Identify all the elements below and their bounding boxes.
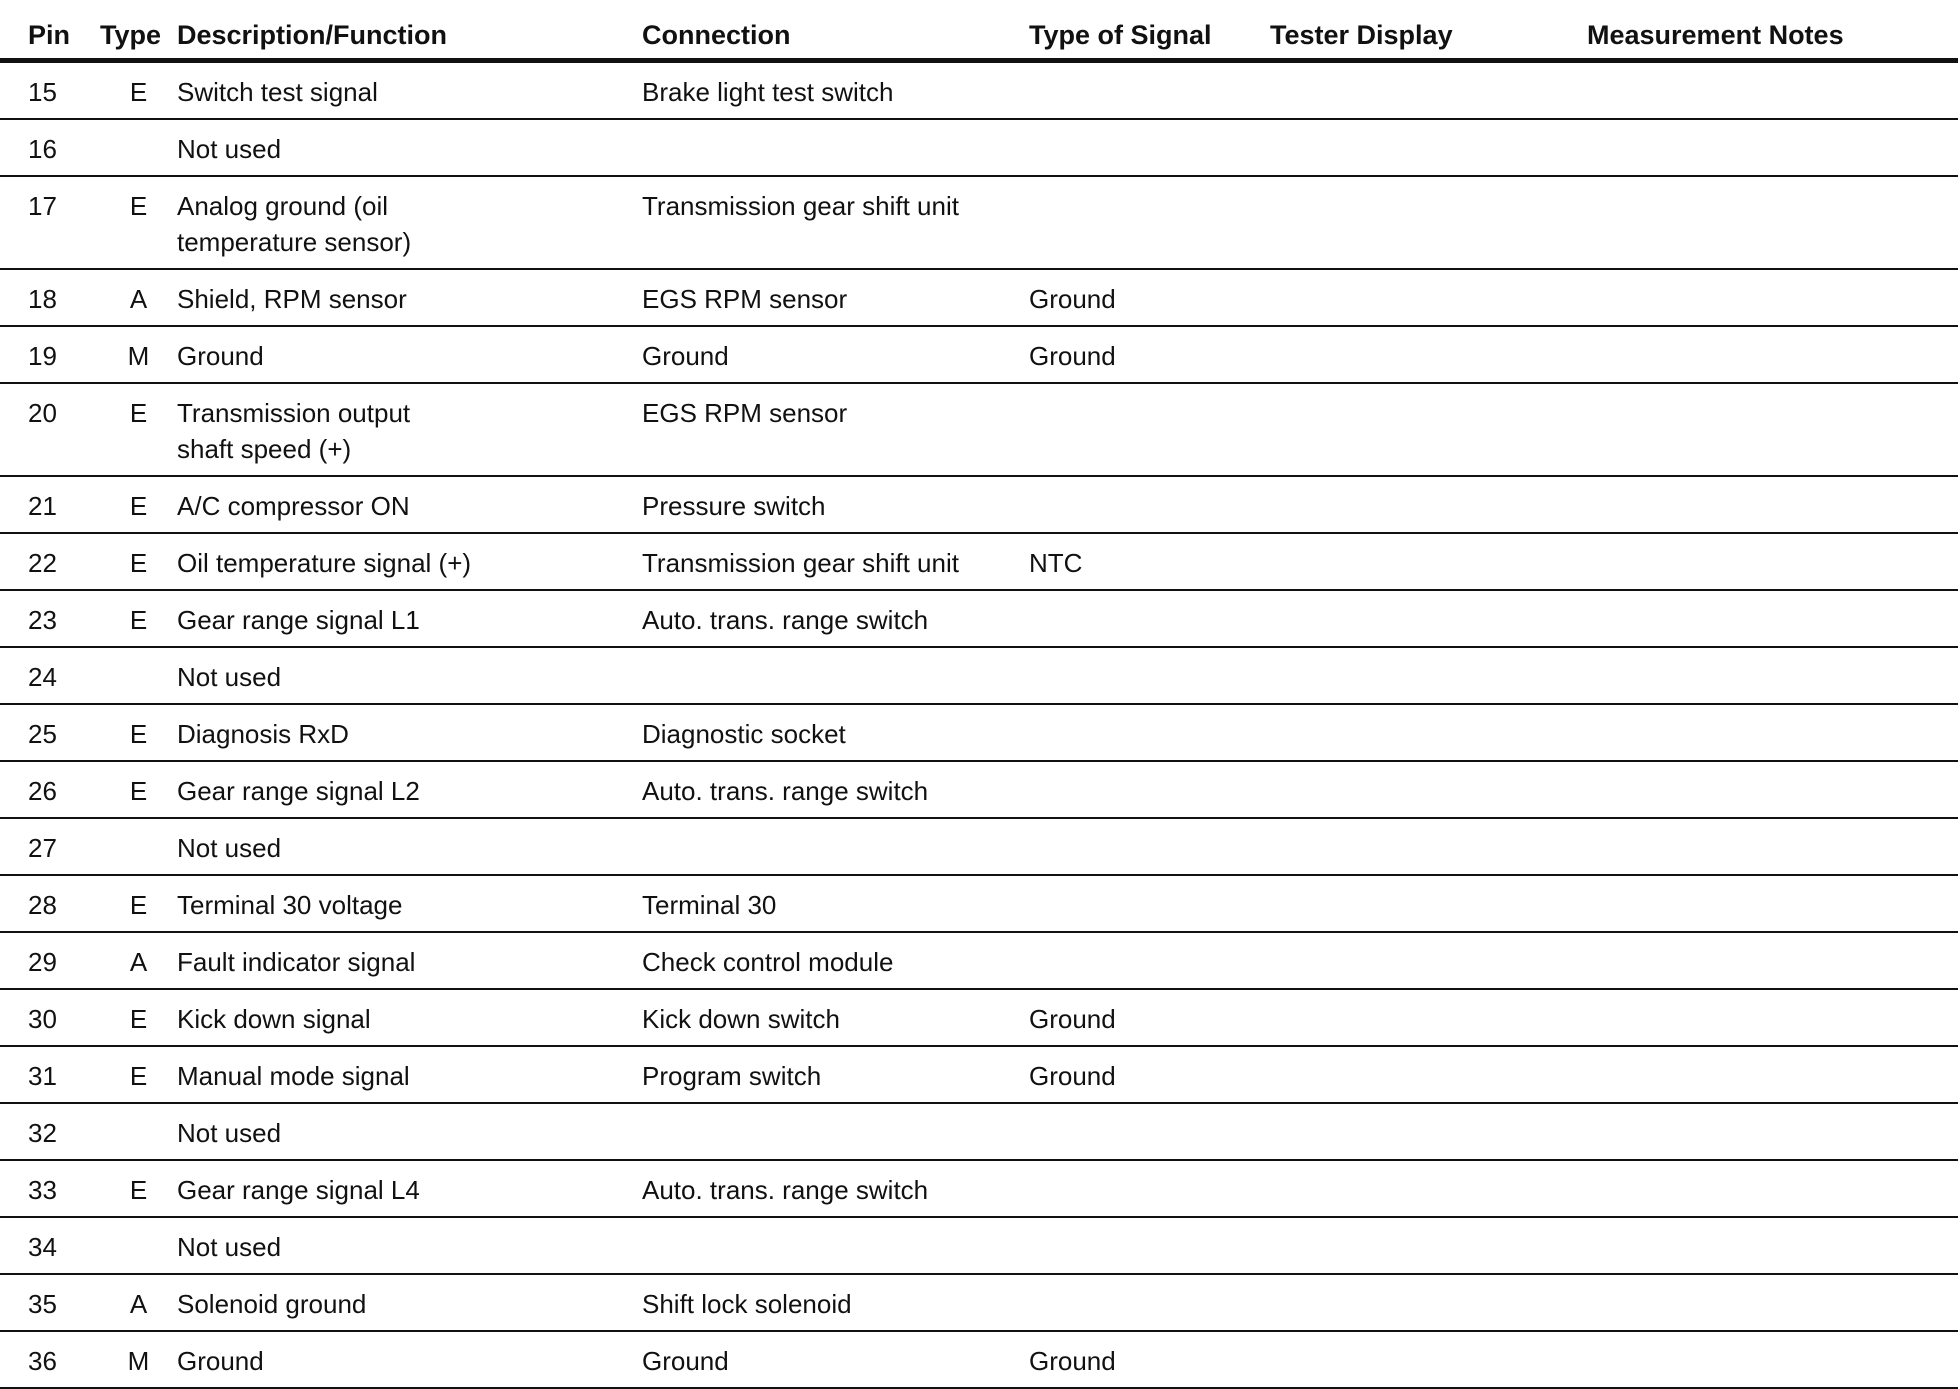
description-line: Switch test signal [177,77,378,107]
cell-connection: Transmission gear shift unit [642,176,1029,269]
column-header-pin: Pin [0,12,100,61]
description-line: A/C compressor ON [177,491,410,521]
header-row [0,12,1958,61]
description-line: Not used [177,833,282,863]
cell-tester-display [1270,326,1587,383]
cell-description [177,269,642,326]
cell-connection: Terminal 30 [642,875,1029,932]
cell-measurement-notes [1587,1103,1958,1160]
description-line: Not used [177,1118,282,1148]
cell-description [177,932,642,989]
cell-tester-display [1270,704,1587,761]
cell-pin: 25 [0,704,100,761]
table-row [0,533,1958,590]
table-row [0,269,1958,326]
cell-description [177,61,642,120]
cell-description [177,383,642,476]
cell-type: M [100,326,177,383]
cell-type [100,647,177,704]
cell-pin: 33 [0,1160,100,1217]
cell-tester-display [1270,119,1587,176]
description-line: Gear range signal L4 [177,1175,420,1205]
cell-connection: Pressure switch [642,476,1029,533]
cell-measurement-notes [1587,932,1958,989]
cell-description [177,1274,642,1331]
cell-pin: 28 [0,875,100,932]
cell-tester-display [1270,476,1587,533]
cell-description [177,1103,642,1160]
table-row [0,875,1958,932]
cell-tester-display [1270,176,1587,269]
cell-description [177,761,642,818]
cell-description [177,326,642,383]
cell-connection [642,1103,1029,1160]
description-line: temperature sensor) [177,227,412,257]
cell-connection: EGS RPM sensor [642,269,1029,326]
cell-signal-type [1029,1217,1270,1274]
cell-tester-display [1270,875,1587,932]
description-line: Fault indicator signal [177,947,416,977]
cell-type: E [100,590,177,647]
table-row [0,1103,1958,1160]
cell-connection: Diagnostic socket [642,704,1029,761]
cell-signal-type [1029,1103,1270,1160]
table-row [0,818,1958,875]
cell-pin: 15 [0,61,100,120]
cell-connection: Ground [642,326,1029,383]
cell-connection: Auto. trans. range switch [642,1160,1029,1217]
description-line: Diagnosis RxD [177,719,349,749]
cell-signal-type [1029,647,1270,704]
description-line: Terminal 30 voltage [177,890,403,920]
description-line: Gear range signal L2 [177,776,420,806]
cell-tester-display [1270,61,1587,120]
cell-pin: 20 [0,383,100,476]
cell-signal-type [1029,1160,1270,1217]
description-line: Not used [177,1232,282,1262]
cell-signal-type [1029,590,1270,647]
cell-connection: Transmission gear shift unit [642,533,1029,590]
cell-tester-display [1270,989,1587,1046]
table-row [0,61,1958,120]
cell-measurement-notes [1587,590,1958,647]
cell-type: E [100,1160,177,1217]
table-row [0,704,1958,761]
cell-measurement-notes [1587,1331,1958,1388]
cell-tester-display [1270,818,1587,875]
description-line: Not used [177,134,282,164]
table-row [0,590,1958,647]
description-line: Not used [177,662,282,692]
cell-connection [642,818,1029,875]
cell-connection: Shift lock solenoid [642,1274,1029,1331]
cell-pin: 18 [0,269,100,326]
cell-pin: 23 [0,590,100,647]
cell-measurement-notes [1587,875,1958,932]
cell-description [177,1160,642,1217]
cell-pin: 21 [0,476,100,533]
cell-tester-display [1270,761,1587,818]
description-line: Oil temperature signal (+) [177,548,472,578]
cell-connection: Auto. trans. range switch [642,590,1029,647]
description-line: Manual mode signal [177,1061,410,1091]
cell-type: E [100,476,177,533]
cell-type: E [100,989,177,1046]
cell-tester-display [1270,1160,1587,1217]
table-row [0,326,1958,383]
cell-connection [642,647,1029,704]
table-row [0,383,1958,476]
table-body [0,61,1958,1389]
cell-signal-type [1029,818,1270,875]
cell-pin: 32 [0,1103,100,1160]
cell-pin: 27 [0,818,100,875]
cell-connection: Check control module [642,932,1029,989]
cell-type: A [100,1274,177,1331]
cell-signal-type [1029,119,1270,176]
cell-measurement-notes [1587,1217,1958,1274]
table-row [0,1160,1958,1217]
cell-pin: 34 [0,1217,100,1274]
table-row [0,761,1958,818]
description-line: Ground [177,341,264,371]
cell-type: E [100,533,177,590]
table-row [0,932,1958,989]
column-header-description: Description/Function [177,12,642,61]
cell-pin: 35 [0,1274,100,1331]
cell-description [177,176,642,269]
cell-tester-display [1270,383,1587,476]
cell-connection [642,119,1029,176]
description-line: Ground [177,1346,264,1376]
cell-description [177,119,642,176]
cell-pin: 31 [0,1046,100,1103]
cell-tester-display [1270,1046,1587,1103]
description-line: Gear range signal L1 [177,605,420,635]
cell-measurement-notes [1587,1160,1958,1217]
description-line: Shield, RPM sensor [177,284,407,314]
table-row [0,1046,1958,1103]
cell-type: E [100,61,177,120]
table-row [0,1331,1958,1388]
cell-description [177,1046,642,1103]
cell-description [177,818,642,875]
cell-measurement-notes [1587,761,1958,818]
column-header-signal-type: Type of Signal [1029,12,1270,61]
cell-pin: 19 [0,326,100,383]
cell-type: E [100,1046,177,1103]
cell-pin: 24 [0,647,100,704]
cell-signal-type: Ground [1029,1331,1270,1388]
cell-type [100,1217,177,1274]
cell-measurement-notes [1587,326,1958,383]
cell-type [100,119,177,176]
cell-connection [642,1217,1029,1274]
cell-signal-type [1029,176,1270,269]
cell-type: E [100,761,177,818]
table-row [0,647,1958,704]
description-line: Solenoid ground [177,1289,367,1319]
cell-description [177,1217,642,1274]
cell-signal-type [1029,61,1270,120]
cell-measurement-notes [1587,1046,1958,1103]
description-line: shaft speed (+) [177,434,352,464]
cell-tester-display [1270,1331,1587,1388]
cell-signal-type: Ground [1029,269,1270,326]
cell-tester-display [1270,269,1587,326]
cell-type [100,818,177,875]
cell-signal-type [1029,932,1270,989]
cell-type: M [100,1331,177,1388]
cell-measurement-notes [1587,61,1958,120]
cell-description [177,989,642,1046]
cell-measurement-notes [1587,989,1958,1046]
description-line: Analog ground (oil [177,191,389,221]
cell-signal-type [1029,1274,1270,1331]
cell-tester-display [1270,533,1587,590]
cell-measurement-notes [1587,704,1958,761]
cell-connection: Brake light test switch [642,61,1029,120]
cell-signal-type [1029,476,1270,533]
cell-tester-display [1270,1103,1587,1160]
cell-connection: Auto. trans. range switch [642,761,1029,818]
cell-signal-type [1029,761,1270,818]
cell-tester-display [1270,1217,1587,1274]
cell-signal-type [1029,875,1270,932]
cell-measurement-notes [1587,176,1958,269]
cell-signal-type: Ground [1029,1046,1270,1103]
cell-connection: Program switch [642,1046,1029,1103]
table-row [0,1274,1958,1331]
cell-description [177,590,642,647]
cell-pin: 29 [0,932,100,989]
cell-measurement-notes [1587,533,1958,590]
cell-signal-type: Ground [1029,326,1270,383]
column-header-measurement-notes: Measurement Notes [1587,12,1958,61]
cell-pin: 30 [0,989,100,1046]
cell-tester-display [1270,932,1587,989]
cell-signal-type [1029,383,1270,476]
cell-pin: 22 [0,533,100,590]
cell-description [177,533,642,590]
cell-type: A [100,932,177,989]
cell-type [100,1103,177,1160]
cell-pin: 26 [0,761,100,818]
description-line: Transmission output [177,398,411,428]
cell-type: E [100,383,177,476]
table-row [0,1217,1958,1274]
cell-description [177,704,642,761]
cell-pin: 16 [0,119,100,176]
cell-measurement-notes [1587,269,1958,326]
cell-tester-display [1270,590,1587,647]
cell-description [177,476,642,533]
table-row [0,989,1958,1046]
table-header [0,12,1958,61]
cell-tester-display [1270,647,1587,704]
cell-description [177,1331,642,1388]
cell-description [177,875,642,932]
pin-assignment-table [0,12,1958,1389]
cell-signal-type: NTC [1029,533,1270,590]
cell-pin: 36 [0,1331,100,1388]
cell-type: E [100,875,177,932]
column-header-tester-display: Tester Display [1270,12,1587,61]
table-row [0,476,1958,533]
cell-measurement-notes [1587,119,1958,176]
column-header-type: Type [100,12,177,61]
cell-connection: Kick down switch [642,989,1029,1046]
cell-signal-type [1029,704,1270,761]
cell-connection: Ground [642,1331,1029,1388]
column-header-connection: Connection [642,12,1029,61]
cell-pin: 17 [0,176,100,269]
cell-measurement-notes [1587,647,1958,704]
description-line: Kick down signal [177,1004,371,1034]
cell-measurement-notes [1587,1274,1958,1331]
table-row [0,176,1958,269]
cell-type: E [100,704,177,761]
table-row [0,119,1958,176]
cell-tester-display [1270,1274,1587,1331]
cell-signal-type: Ground [1029,989,1270,1046]
cell-type: A [100,269,177,326]
cell-measurement-notes [1587,383,1958,476]
cell-measurement-notes [1587,476,1958,533]
cell-description [177,647,642,704]
cell-type: E [100,176,177,269]
cell-measurement-notes [1587,818,1958,875]
cell-connection: EGS RPM sensor [642,383,1029,476]
